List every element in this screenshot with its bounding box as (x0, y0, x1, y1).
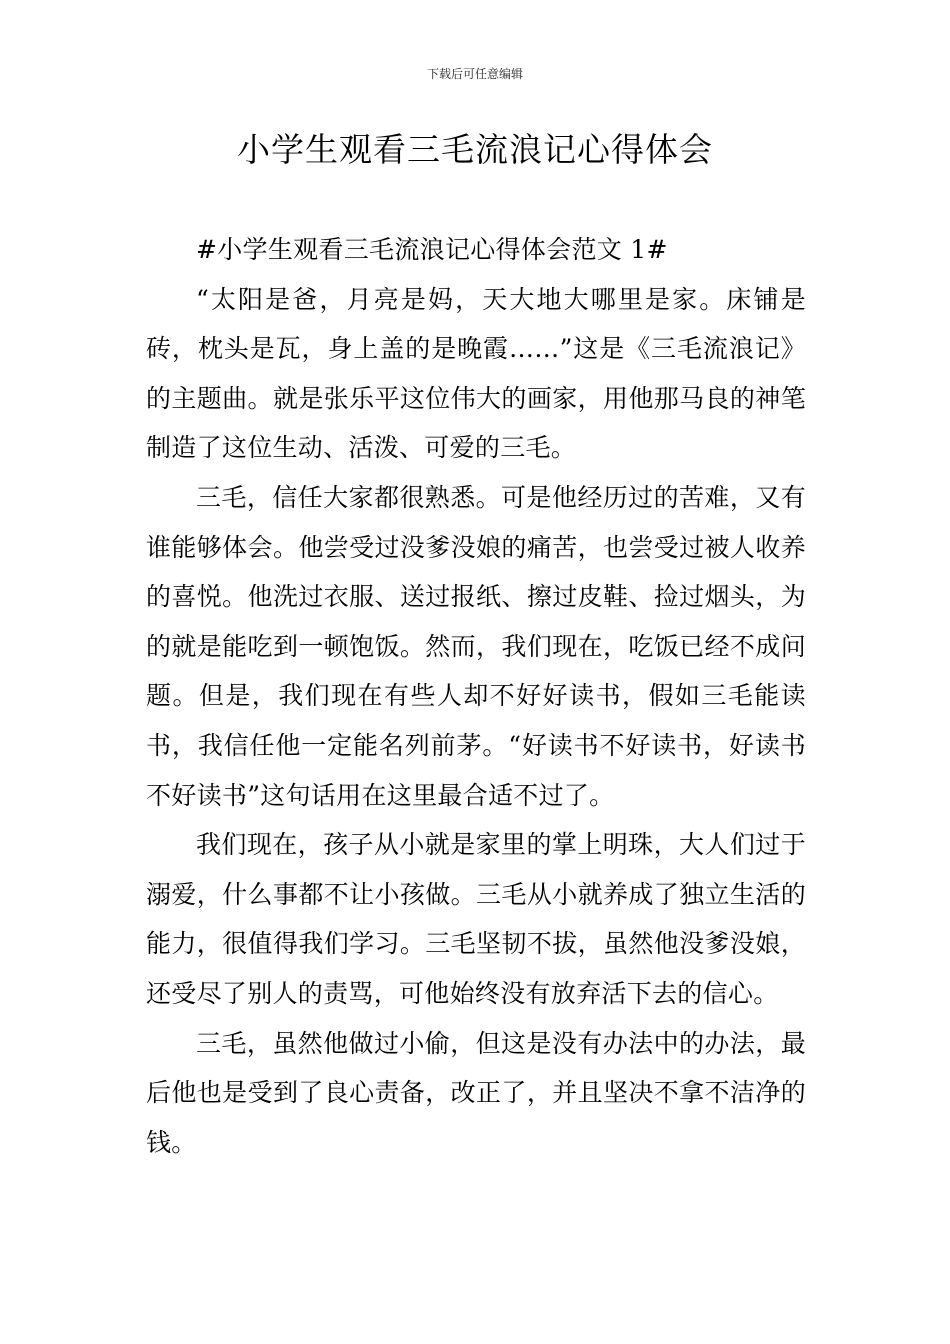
paragraph: “太阳是爸，月亮是妈，天大地大哪里是家。床铺是砖，枕头是瓦，身上盖的是晚霞……”这是《三毛流浪记》的主题曲。就是张乐平这位伟大的画家，用他那马良的神笔制造了这位生动、活泼、可爱的三毛。 (146, 284, 806, 463)
paragraph: 三毛，虽然他做过小偷，但这是没有办法中的办法，最后他也是受到了良心责备，改正了，并且坚决不拿不洁净的钱。 (146, 1028, 806, 1157)
document-title: 小学生观看三毛流浪记心得体会 (237, 130, 713, 169)
section-subheading: #小学生观看三毛流浪记心得体会范文 1# (196, 235, 668, 264)
paragraph: 三毛，信任大家都很熟悉。可是他经历过的苦难，又有谁能够体会。他尝受过没爹没娘的痛苦，也尝受过被人收养的喜悦。他洗过衣服、送过报纸、擦过皮鞋、捡过烟头，为的就是能吃到一顿饱饭。然而，我们现在，吃饭已经不成问题。但是，我们现在有些人却不好好读书，假如三毛能读书，我信任他一定能名列前茅。“好读书不好读书，好读书不好读书”这句话用在这里最合适不过了。 (146, 482, 806, 810)
paragraph: 我们现在，孩子从小就是家里的掌上明珠，大人们过于溺爱，什么事都不让小孩做。三毛从小就养成了独立生活的能力，很值得我们学习。三毛坚韧不拔，虽然他没爹没娘，还受尽了别人的责骂，可他始终没有放弃活下去的信心。 (146, 830, 806, 1008)
header-note: 下载后可任意编辑 (426, 67, 523, 81)
document-body (146, 225, 806, 1167)
